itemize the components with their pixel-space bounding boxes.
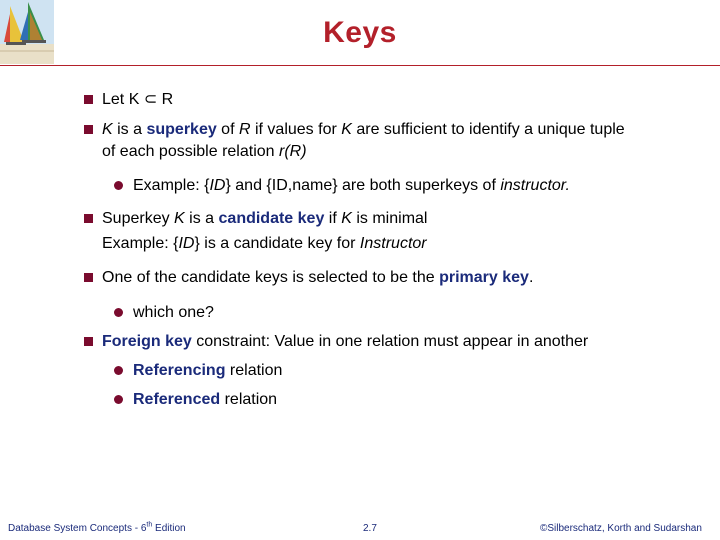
bullet-dot-icon	[114, 395, 123, 404]
sub-bullet-superkey-example: Example: {ID} and {ID,name} are both superkeys of instructor.	[133, 177, 570, 194]
bullet-square-icon	[84, 273, 93, 282]
bullet-square-icon	[84, 337, 93, 346]
bullet-let-k-subset-r: Let K ⊂ R	[102, 91, 174, 108]
bullet-candidate-key-line2: Example: {ID} is a candidate key for Instructor	[102, 235, 427, 252]
term-candidate-key: candidate key	[218, 210, 325, 227]
bullet-superkey-definition-line2: of each possible relation r(R)	[102, 143, 307, 160]
bullet-dot-icon	[114, 181, 123, 190]
bullet-square-icon	[84, 95, 93, 104]
term-referenced: Referenced	[133, 391, 221, 408]
bullet-candidate-key-line1: Superkey K is a candidate key if K is minimal	[102, 210, 428, 227]
sub-bullet-referenced: Referenced relation	[133, 391, 278, 408]
term-superkey: superkey	[146, 121, 217, 138]
sub-bullet-which-one: which one?	[133, 304, 214, 321]
bullet-square-icon	[84, 125, 93, 134]
subset-symbol: ⊂	[143, 91, 158, 108]
footer-page-number: 2.7	[363, 523, 377, 534]
footer-book-title: Database System Concepts - 6th Edition	[8, 521, 186, 534]
bullet-dot-icon	[114, 366, 123, 375]
footer-copyright: ©Silberschatz, Korth and Sudarshan	[540, 523, 702, 534]
bullet-primary-key: One of the candidate keys is selected to be the primary key.	[102, 269, 534, 286]
bullet-foreign-key: Foreign key constraint: Value in one relation must appear in another	[102, 333, 589, 350]
term-referencing: Referencing	[133, 362, 226, 379]
slide-title: Keys	[323, 16, 397, 49]
term-foreign-key: Foreign key	[102, 333, 192, 350]
bullet-square-icon	[84, 214, 93, 223]
sub-bullet-referencing: Referencing relation	[133, 362, 283, 379]
term-primary-key: primary key	[439, 269, 529, 286]
bullet-superkey-definition-line1: K is a superkey of R if values for K are sufficient to identify a unique tuple	[102, 121, 625, 138]
title-divider	[0, 65, 720, 66]
bullet-dot-icon	[114, 308, 123, 317]
